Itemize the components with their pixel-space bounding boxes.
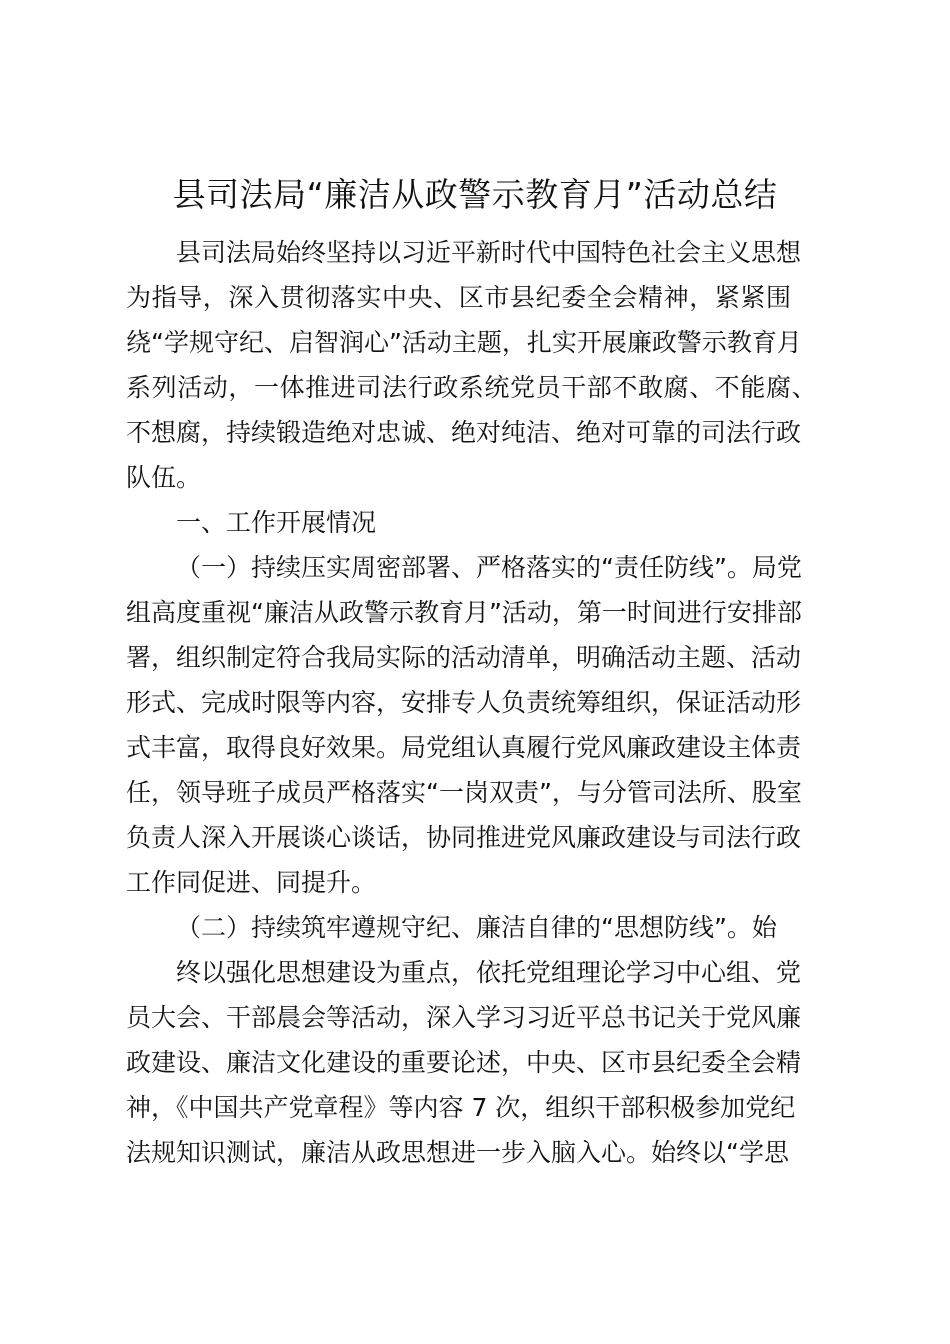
paragraph-line: 式丰富，取得良好效果。局党组认真履行党风廉政建设主体责 (126, 733, 802, 762)
paragraph-line: 县司法局始终坚持以习近平新时代中国特色社会主义思想 (176, 238, 802, 267)
document-body (126, 230, 846, 1175)
paragraph-line: 工作同促进、同提升。 (126, 868, 377, 897)
paragraph-line: 不想腐，持续锻造绝对忠诚、绝对纯洁、绝对可靠的司法行政 (126, 418, 802, 447)
paragraph-line: 组高度重视“廉洁从政警示教育月”活动，第一时间进行安排部 (126, 598, 802, 627)
paragraph-line: 为指导，深入贯彻落实中央、区市县纪委全会精神，紧紧围 (126, 283, 792, 312)
paragraph-line: 神，《中国共产党章程》等内容 7 次，组织干部积极参加党纪 (126, 1093, 796, 1122)
paragraph-line: 绕“学规守纪、启智润心”活动主题，扎实开展廉政警示教育月 (126, 328, 802, 357)
paragraph-line: 政建设、廉洁文化建设的重要论述，中央、区市县纪委全会精 (126, 1048, 802, 1077)
paragraph-line: 负责人深入开展谈心谈话，协同推进党风廉政建设与司法行政 (126, 823, 802, 852)
paragraph-line: 任，领导班子成员严格落实“一岗双责”，与分管司法所、股室 (126, 778, 802, 807)
paragraph-line: 形式、完成时限等内容，安排专人负责统筹组织，保证活动形 (126, 688, 802, 717)
document-title: 县司法局“廉洁从政警示教育月”活动总结 (172, 175, 778, 214)
paragraph-line: 终以强化思想建设为重点，依托党组理论学习中心组、党 (176, 958, 802, 987)
paragraph-line: 署，组织制定符合我局实际的活动清单，明确活动主题、活动 (126, 643, 802, 672)
section-heading: 一、工作开展情况 (176, 508, 377, 537)
paragraph-line: 员大会、干部晨会等活动，深入学习习近平总书记关于党风廉 (126, 1003, 802, 1032)
subsection-heading: （二）持续筑牢遵规守纪、廉洁自律的“思想防线”。始 (176, 913, 777, 942)
subsection-heading: （一）持续压实周密部署、严格落实的“责任防线”。局党 (176, 553, 802, 582)
paragraph-line: 系列活动，一体推进司法行政系统党员干部不敢腐、不能腐、 (126, 373, 818, 402)
paragraph-line: 法规知识测试，廉洁从政思想进一步入脑入心。始终以“学思 (126, 1138, 789, 1167)
paragraph-line: 队伍。 (126, 463, 202, 492)
